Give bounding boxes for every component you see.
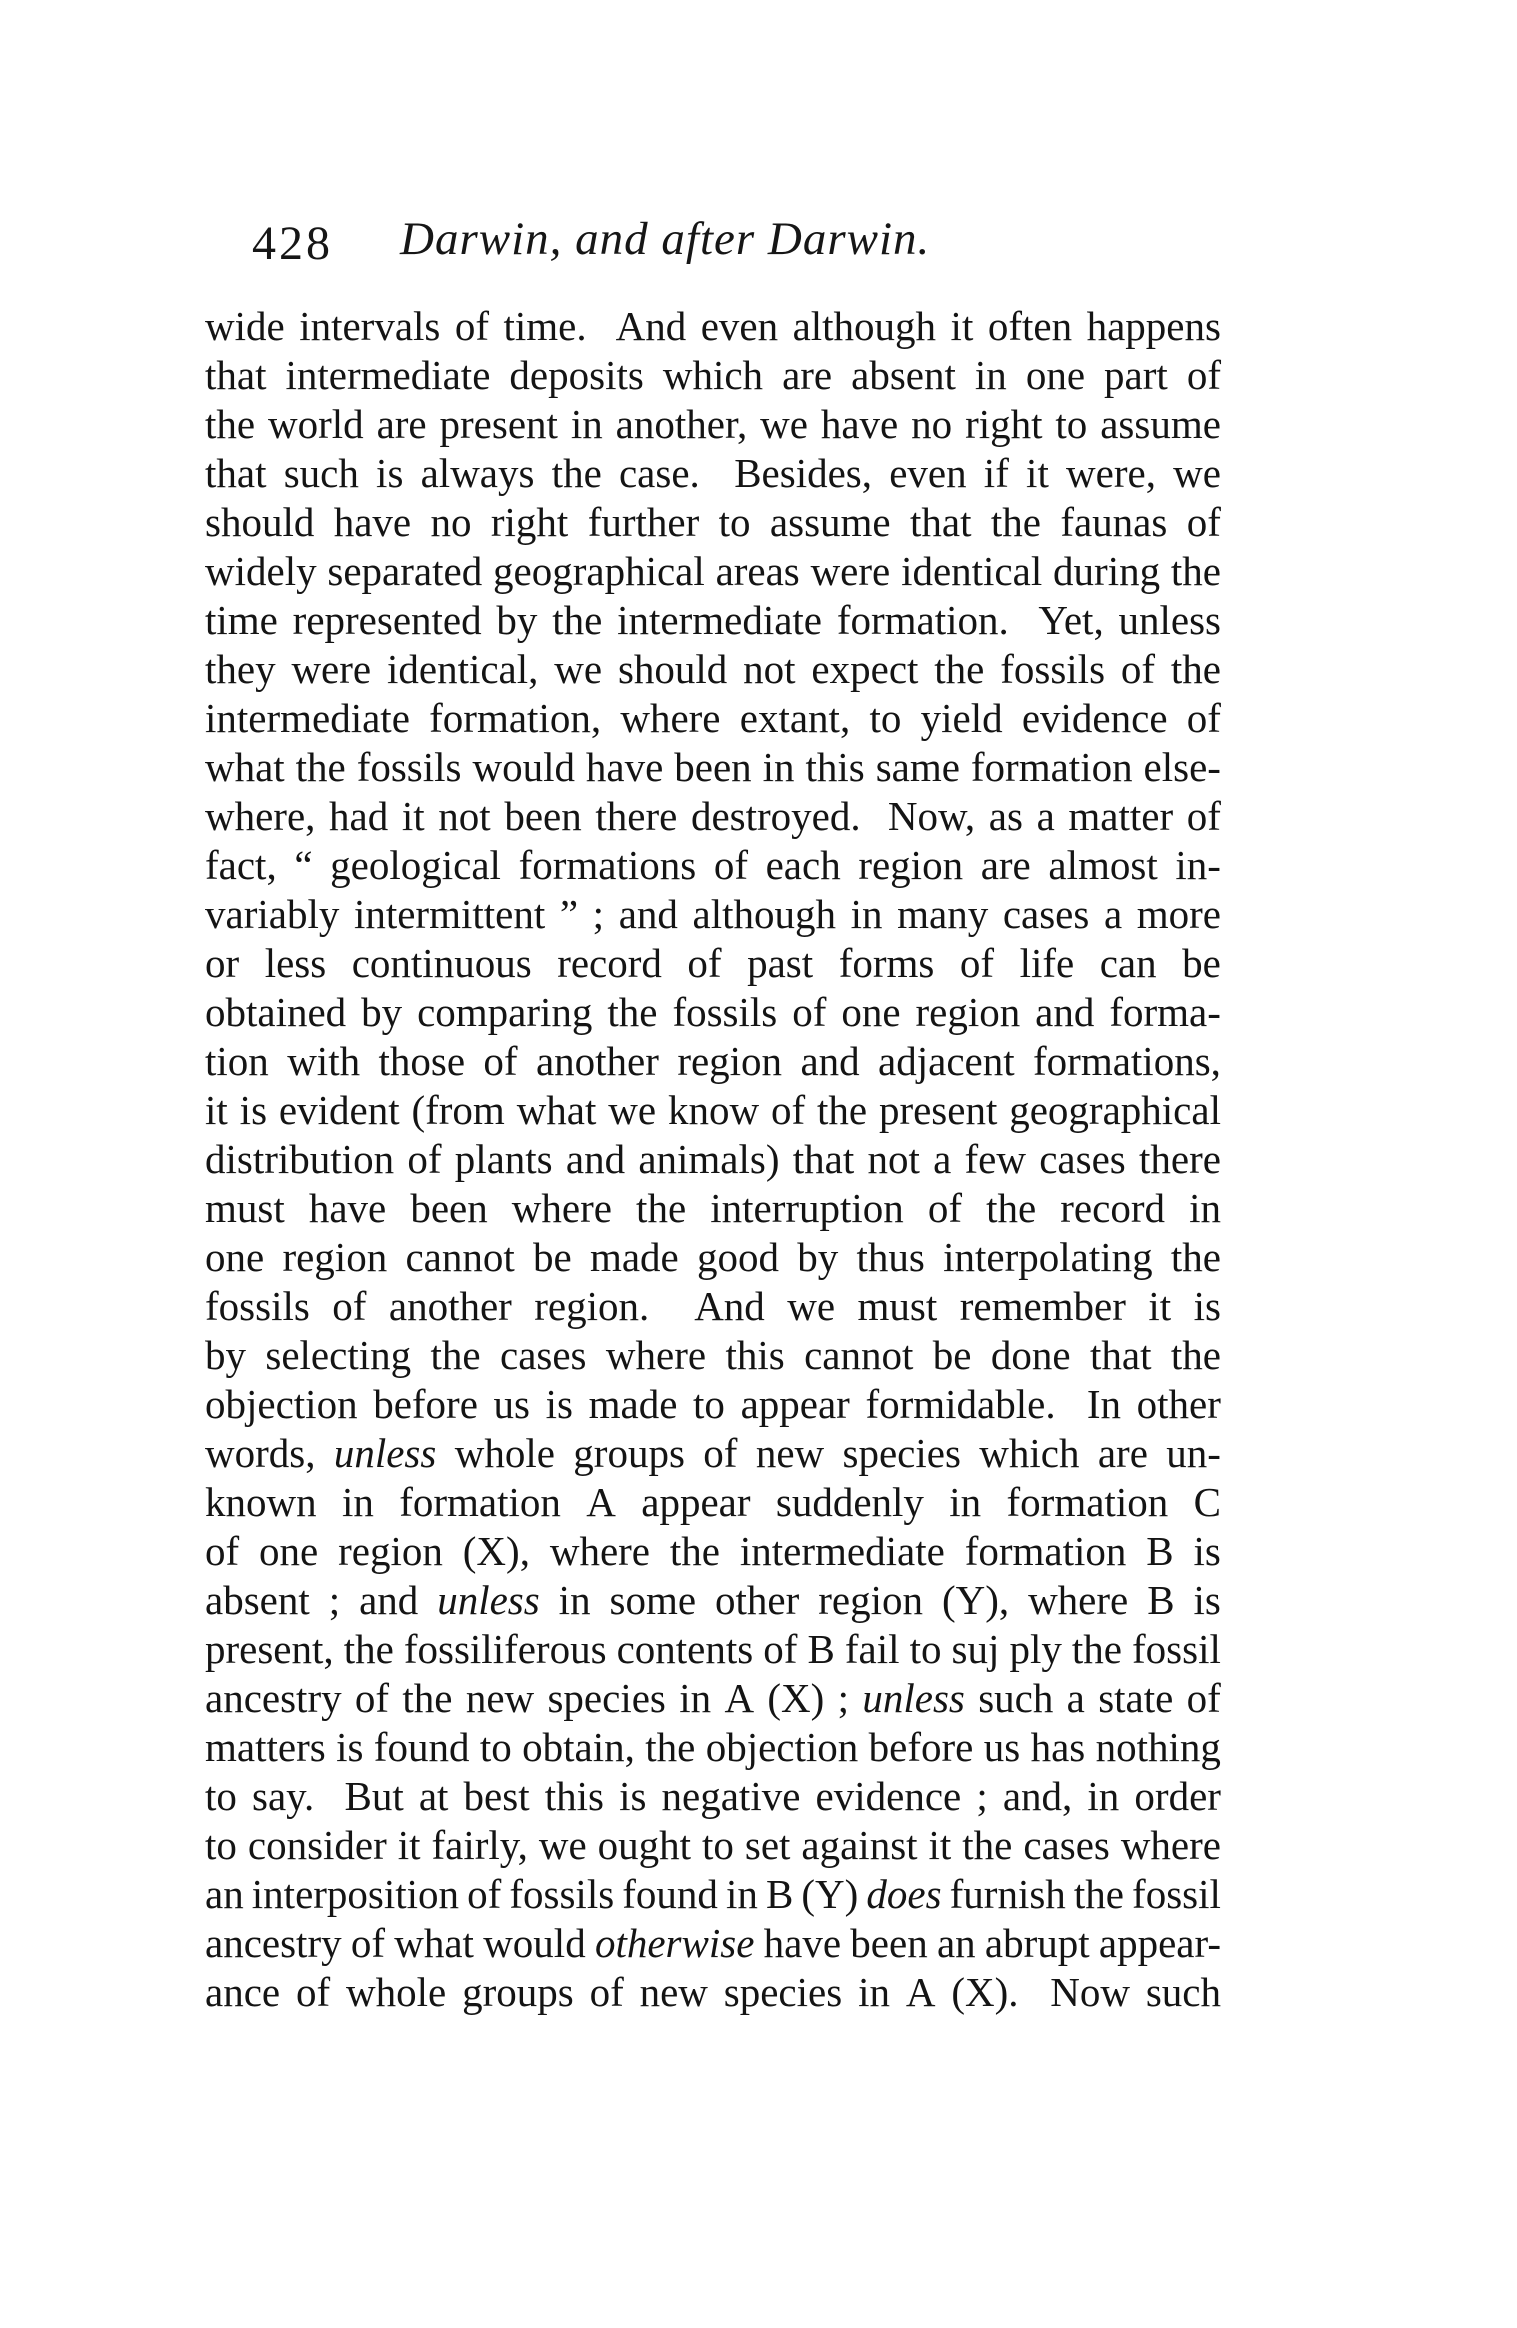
text-line: tion with those of another region and adjacent formations, (205, 1038, 1221, 1084)
text-line: that intermediate deposits which are absent in one part of (205, 352, 1221, 398)
text-line: the world are present in another, we have no right to assume (205, 401, 1221, 447)
text-line: present, the fossiliferous contents of B fail to suj ply the fossil (205, 1626, 1221, 1672)
text-line: ancestry of what would otherwise have been an abrupt appear- (205, 1920, 1221, 1966)
text-line: ancestry of the new species in A (X) ; unless such a state of (205, 1675, 1221, 1721)
text-line: they were identical, we should not expect the fossils of the (205, 646, 1221, 692)
text-line: an interposition of fossils found in B (Y) does furnish the fossil (205, 1871, 1221, 1917)
text-line: must have been where the interruption of the record in (205, 1185, 1221, 1231)
text-line: that such is always the case. Besides, even if it were, we (205, 450, 1221, 496)
page-number: 428 (252, 217, 333, 270)
text-line: variably intermittent ” ; and although in many cases a more (205, 891, 1221, 937)
text-line: absent ; and unless in some other region (Y), where B is (205, 1577, 1221, 1623)
text-line: should have no right further to assume that the faunas of (205, 499, 1221, 545)
page-body-text (205, 302, 1221, 2017)
text-line: distribution of plants and animals) that not a few cases there (205, 1136, 1221, 1182)
text-line: objection before us is made to appear formidable. In other (205, 1381, 1221, 1427)
text-line: words, unless whole groups of new species which are un- (205, 1430, 1221, 1476)
text-line: to say. But at best this is negative evidence ; and, in order (205, 1773, 1221, 1819)
text-line: by selecting the cases where this cannot be done that the (205, 1332, 1221, 1378)
text-line: fact, “ geological formations of each region are almost in- (205, 842, 1221, 888)
text-line: intermediate formation, where extant, to yield evidence of (205, 695, 1221, 741)
text-line: matters is found to obtain, the objection before us has nothing (205, 1724, 1221, 1770)
text-line: one region cannot be made good by thus interpolating the (205, 1234, 1221, 1280)
text-line: widely separated geographical areas were identical during the (205, 548, 1221, 594)
text-line: what the fossils would have been in this same formation else- (205, 744, 1221, 790)
text-line: where, had it not been there destroyed. Now, as a matter of (205, 793, 1221, 839)
running-title: Darwin, and after Darwin. (400, 213, 931, 265)
text-line: it is evident (from what we know of the present geographical (205, 1087, 1221, 1133)
text-line: or less continuous record of past forms of life can be (205, 940, 1221, 986)
text-line: fossils of another region. And we must remember it is (205, 1283, 1221, 1329)
text-line: wide intervals of time. And even although it often happens (205, 303, 1221, 349)
text-line: time represented by the intermediate formation. Yet, unless (205, 597, 1221, 643)
text-line: known in formation A appear suddenly in formation C (205, 1479, 1221, 1525)
text-line: of one region (X), where the intermediate formation B is (205, 1528, 1221, 1574)
text-line: ance of whole groups of new species in A (X). Now such (205, 1969, 1221, 2015)
text-line: obtained by comparing the fossils of one region and forma- (205, 989, 1221, 1035)
text-line: to consider it fairly, we ought to set against it the cases where (205, 1822, 1221, 1868)
